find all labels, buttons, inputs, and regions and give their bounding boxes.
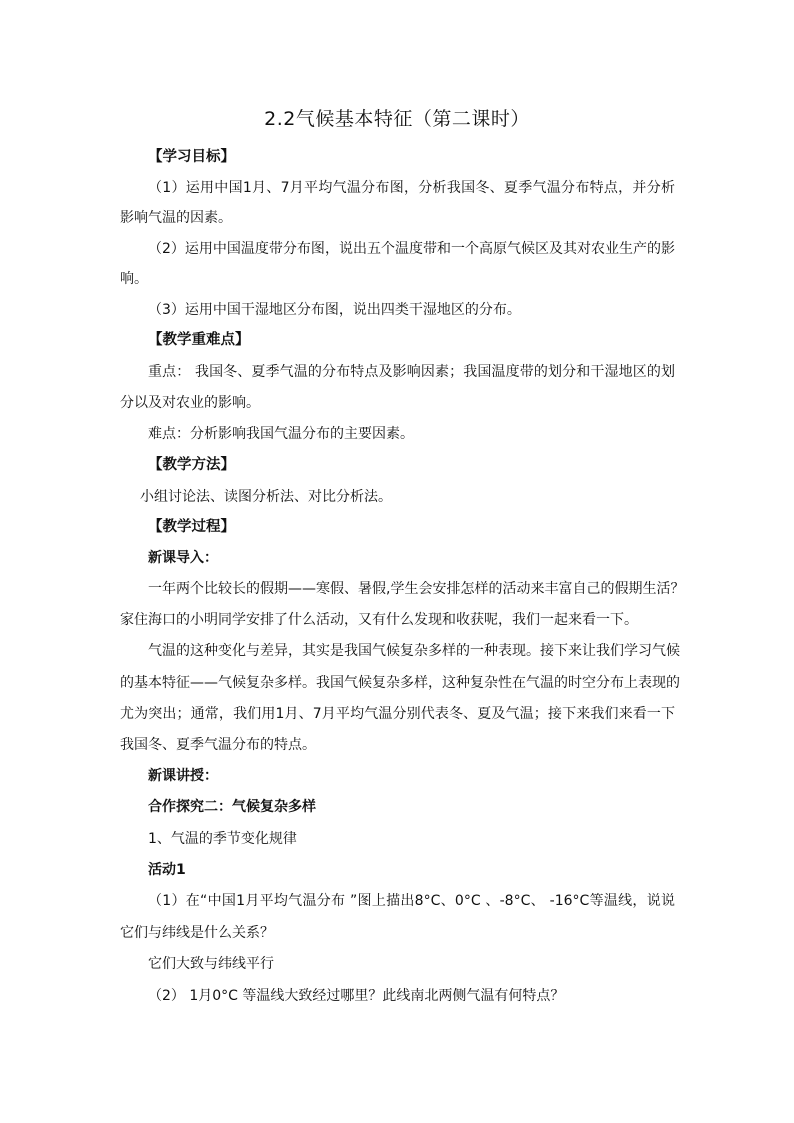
para2-line4: 我国冬、夏季气温分布的特点。 [120,737,316,753]
focus-heading: 【教学重难点】 [148,332,250,348]
objective-1-line1: （1）运用中国1月、7月平均气温分布图，分析我国冬、夏季气温分布特点，并分析 [148,180,675,196]
lecture-label: 新课讲授： [148,768,218,784]
para2-line3: 尤为突出；通常，我们用1月、7月平均气温分别代表冬、夏及气温；接下来我们来看一下 [120,706,675,722]
methods-text: 小组讨论法、读图分析法、对比分析法。 [140,489,392,505]
intro-label: 新课导入： [148,550,218,566]
methods-heading: 【教学方法】 [148,457,235,473]
explore-label: 合作探究二：气候复杂多样 [148,799,316,815]
intro-line2: 家住海口的小明同学安排了什么活动，又有什么发现和收获呢，我们一起来看一下。 [120,612,638,628]
para2-line2: 的基本特征——气候复杂多样。我国气候复杂多样，这种复杂性在气温的时空分布上表现的 [120,675,680,691]
activity-label: 活动1 [148,862,186,878]
intro-line1: 一年两个比较长的假期——寒假、暑假,学生会安排怎样的活动来丰富自己的假期生活？ [148,581,685,597]
objective-2-line2: 响。 [120,271,148,287]
question-1-line2: 它们与纬线是什么关系？ [120,925,274,941]
focus-line2: 分以及对农业的影响。 [120,395,260,411]
answer-1: 它们大致与纬线平行 [148,956,274,972]
focus-line1: 重点： 我国冬、夏季气温的分布特点及影响因素；我国温度带的划分和干湿地区的划 [148,364,675,380]
process-heading: 【教学过程】 [148,519,235,535]
subsection-1: 1、气温的季节变化规律 [148,831,297,847]
objective-1-line2: 影响气温的因素。 [120,210,232,226]
objective-2-line1: （2）运用中国温度带分布图，说出五个温度带和一个高原气候区及其对农业生产的影 [148,241,675,257]
page-title: 2.2气候基本特征（第二课时） [264,108,530,130]
para2-line1: 气温的这种变化与差异，其实是我国气候复杂多样的一种表现。接下来让我们学习气候 [148,643,680,659]
objective-3: （3）运用中国干湿地区分布图，说出四类干湿地区的分布。 [148,302,521,318]
objectives-heading: 【学习目标】 [148,149,235,165]
difficulty-text: 难点：分析影响我国气温分布的主要因素。 [148,426,414,442]
question-1-line1: （1）在“中国1月平均气温分布 ”图上描出8°C、0°C 、-8°C、 -16°C等温线，说说 [148,893,675,909]
question-2: （2） 1月0°C 等温线大致经过哪里？此线南北两侧气温有何特点？ [148,988,565,1004]
